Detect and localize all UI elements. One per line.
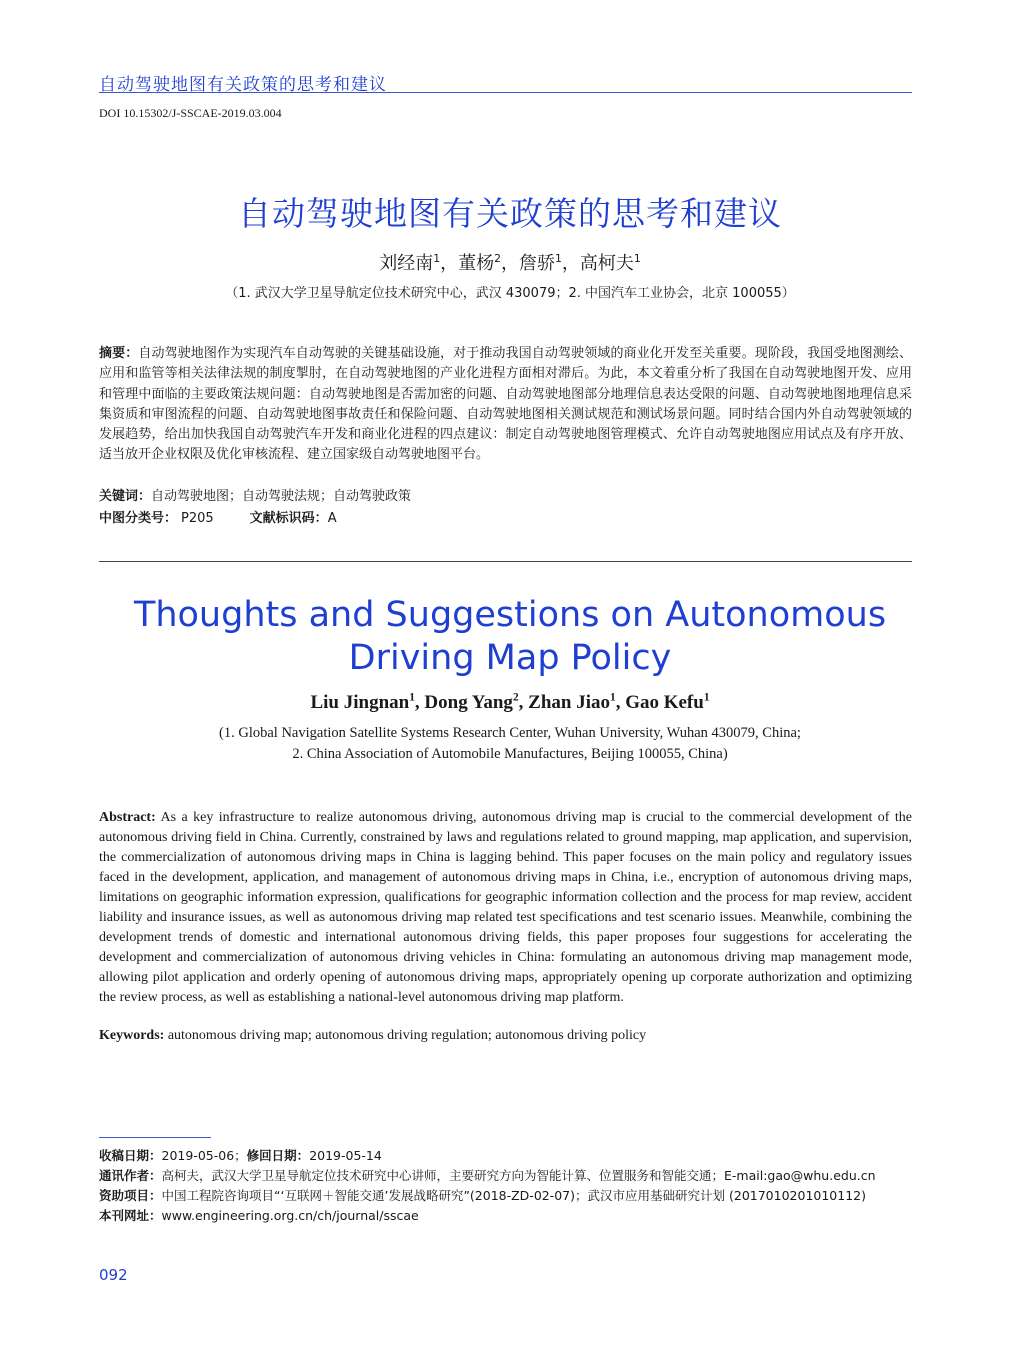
author-name: Zhan Jiao <box>528 692 610 713</box>
corresponding-text: 高柯夫，武汉大学卫星导航定位技术研究中心讲师，主要研究方向为智能计算、位置服务和智能交通；E-mail:gao@whu.edu.cn <box>161 1168 876 1183</box>
cn-title: 自动驾驶地图有关政策的思考和建议 <box>238 194 782 233</box>
author-separator: ， <box>561 253 580 274</box>
en-keywords-label: Keywords: <box>99 1028 165 1043</box>
cn-abstract <box>99 344 912 466</box>
en-title-line: Thoughts and Suggestions on Autonomous <box>133 595 887 635</box>
author-affiliation-mark: 1 <box>555 252 562 265</box>
en-keywords-text: autonomous driving map; autonomous driving regulation; autonomous driving policy <box>167 1028 647 1043</box>
en-abstract-text: As a key infrastructure to realize autonomous driving, autonomous driving map is crucial to the commercial development of the autonomous driving field in China. Currently, constrained by laws and regulations related to ground mapping, map application, and supervision, the commercialization of autonomous driving maps in China is lagging behind. This paper focuses on the main policy and regulatory issues faced in the development, application, and management of autonomous driving maps in China, i.e., encryption of autonomous driving maps, limitations on geographic information expression, qualifications for geographic information collection and the process for map review, accident liability and insurance issues, as well as autonomous driving map related test specifications and test scenario issues. Meanwhile, combining the development trends of domestic and international autonomous driving fields, this paper proposes four suggestions for accelerating the development and commercialization of autonomous driving vehicles in China: formulating an autonomous driving map management mode, allowing pilot application and orderly opening of autonomous driving maps, appropriately opening up corporate authorization and optimizing the review process, as well as establishing a national-level autonomous driving map platform. <box>99 810 913 1005</box>
author-name: 詹骄 <box>519 253 555 274</box>
en-affiliations <box>0 723 1020 764</box>
author-affiliation-mark: 1 <box>409 691 415 704</box>
footnote-rule <box>99 1137 211 1138</box>
en-authors <box>0 692 1020 714</box>
cn-affiliations: （1. 武汉大学卫星导航定位技术研究中心，武汉 430079；2. 中国汽车工业协会，北京 100055） <box>225 286 795 301</box>
author-name: 高柯夫 <box>579 253 634 274</box>
footnote-dates <box>99 1146 382 1164</box>
footnote-website <box>99 1206 419 1224</box>
cn-keywords-text: 自动驾驶地图；自动驾驶法规；自动驾驶政策 <box>151 489 412 504</box>
en-affiliation-line: 2. China Association of Automobile Manufactures, Beijing 100055, China) <box>292 745 728 762</box>
page-number: 092 <box>99 1266 128 1284</box>
author-separator: , <box>615 692 626 713</box>
funding-text: 中国工程院咨询项目“‘互联网＋智能交通’发展战略研究”(2018-ZD-02-07)；武汉市应用基础研究计划 (2017010201010112) <box>161 1188 866 1203</box>
author-separator: ， <box>501 253 519 274</box>
footnote-corresponding <box>99 1166 876 1184</box>
author-affiliation-mark: 1 <box>609 691 616 704</box>
cn-keywords <box>99 485 411 504</box>
revised-label: 修回日期： <box>246 1148 310 1163</box>
author-name: Gao Kefu <box>625 692 704 713</box>
cn-classification <box>99 507 337 526</box>
header-rule <box>99 92 912 93</box>
clc-value: P205 <box>181 511 214 526</box>
running-header: 自动驾驶地图有关政策的思考和建议 <box>99 75 387 95</box>
en-affiliation-line: (1. Global Navigation Satellite Systems Research Center, Wuhan University, Wuhan 430079, China; <box>219 725 801 741</box>
author-name: Dong Yang <box>424 692 513 713</box>
author-affiliation-mark: 1 <box>633 252 641 265</box>
en-keywords <box>99 1028 646 1044</box>
doi: DOI 10.15302/J-SSCAE-2019.03.004 <box>99 106 282 120</box>
corresponding-label: 通讯作者： <box>99 1168 162 1183</box>
clc-label: 中图分类号： <box>99 511 178 526</box>
section-divider <box>99 561 912 562</box>
en-abstract <box>99 808 912 1008</box>
author-name: 董杨 <box>458 253 495 274</box>
author-affiliation-mark: 2 <box>512 691 519 704</box>
author-separator: ， <box>440 253 459 274</box>
received-label: 收稿日期： <box>99 1148 162 1163</box>
cn-authors <box>0 249 1020 275</box>
author-name: Liu Jingnan <box>310 692 410 713</box>
en-title <box>0 594 1020 680</box>
en-abstract-label: Abstract: <box>99 810 156 825</box>
received-date: 2019-05-06； <box>161 1148 247 1163</box>
author-separator: , <box>414 692 425 713</box>
author-name: 刘经南 <box>379 253 434 274</box>
footnote-funding <box>99 1186 866 1204</box>
cn-keywords-label: 关键词： <box>99 489 152 504</box>
author-affiliation-mark: 1 <box>703 691 710 704</box>
en-title-line: Driving Map Policy <box>348 638 672 678</box>
website-label: 本刊网址： <box>99 1208 162 1223</box>
website-link[interactable]: www.engineering.org.cn/ch/journal/sscae <box>161 1208 419 1223</box>
author-affiliation-mark: 1 <box>433 252 441 265</box>
cn-abstract-text: 自动驾驶地图作为实现汽车自动驾驶的关键基础设施，对于推动我国自动驾驶领域的商业化开发至关重要。现阶段，我国受地图测绘、应用和监管等相关法律法规的制度掣肘，在自动驾驶地图的产业化进程方面相对滞后。为此，本文着重分析了我国在自动驾驶地图开发、应用和管理中面临的主要政策法规问题：自动驾驶地图是否需加密的问题、自动驾驶地图部分地理信息表达受限的问题、自动驾驶地图地理信息采集资质和审图流程的问题、自动驾驶地图事故责任和保险问题、自动驾驶地图相关测试规范和测试场景问题。同时结合国内外自动驾驶领域的发展趋势，给出加快我国自动驾驶汽车开发和商业化进程的四点建议：制定自动驾驶地图管理模式、允许自动驾驶地图应用试点及有序开放、适当放开企业权限及优化审核流程、建立国家级自动驾驶地图平台。 <box>99 346 912 463</box>
author-separator: , <box>518 692 529 713</box>
author-affiliation-mark: 2 <box>494 252 501 265</box>
cn-abstract-label: 摘要： <box>99 346 139 361</box>
doc-code-value: A <box>327 511 337 526</box>
revised-date: 2019-05-14 <box>309 1148 382 1163</box>
doc-code-label: 文献标识码： <box>249 511 328 526</box>
funding-label: 资助项目： <box>99 1188 162 1203</box>
